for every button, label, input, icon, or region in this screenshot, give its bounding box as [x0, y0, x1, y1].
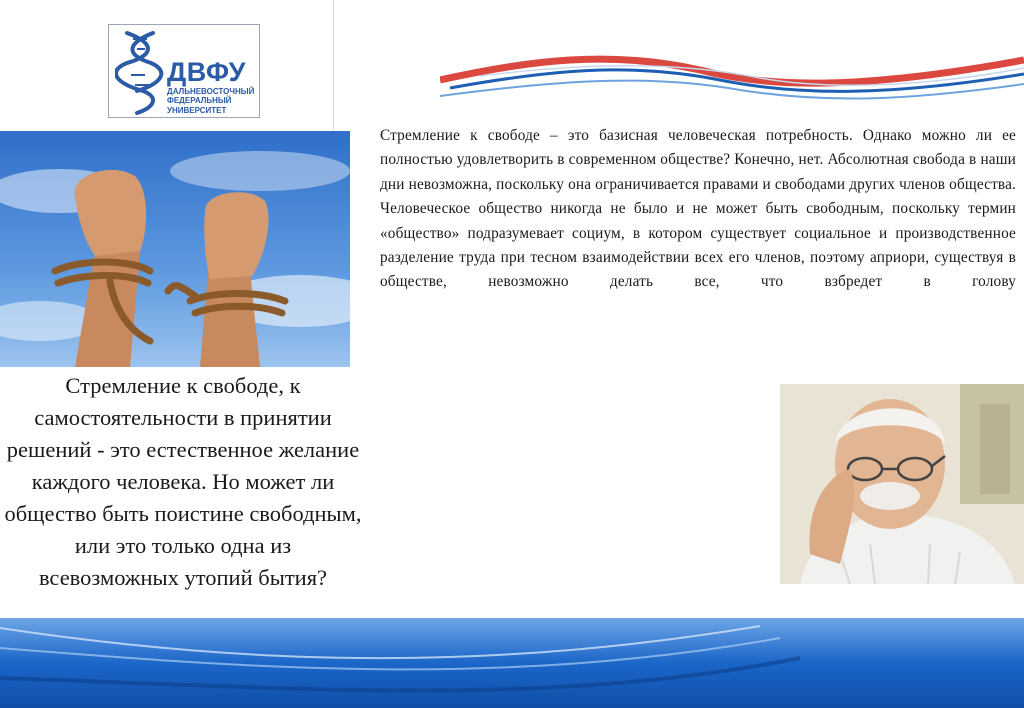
main-paragraph: Стремление к свободе – это базисная человеческая потребность. Однако можно ли ее полностью удовлетворить в современном обществе? Конечно, нет. Абсолютная свобода в наши дни невозможна, поскольку она ограничивается правами и свободами других членов общества. Человеческое общество никогда не было и не может быть свободным, поскольку термин «общество» подразумевает социум, в котором существует социальное и производственное разделение труда при тесном взаимодействии всех его членов, поэтому априори, существуя в обществе, невозможно делать все, что взбредет в голову — [380, 127, 1016, 291]
logo-name-line: ДАЛЬНЕВОСТОЧНЫЙ — [167, 87, 255, 96]
logo-name-line: УНИВЕРСИТЕТ — [167, 105, 227, 115]
university-logo — [108, 24, 260, 118]
logo-abbreviation: ДВФУ — [167, 57, 246, 87]
decorative-band-bottom — [0, 618, 1024, 708]
left-caption: Стремление к свободе, к самостоятельности в принятии решений - это естественное желание каждого человека. Но может ли общество быть поистине свободным, или это только одна из всевозможных утопий бытия? — [4, 373, 362, 590]
elderly-man-photo — [780, 384, 1024, 584]
dna-helix-icon — [115, 29, 165, 115]
logo-full-name — [167, 87, 259, 115]
bound-hands-photo — [0, 131, 350, 367]
header-divider — [333, 0, 334, 130]
decorative-waves-top — [440, 40, 1024, 120]
logo-name-line: ФЕДЕРАЛЬНЫЙ — [167, 96, 232, 106]
